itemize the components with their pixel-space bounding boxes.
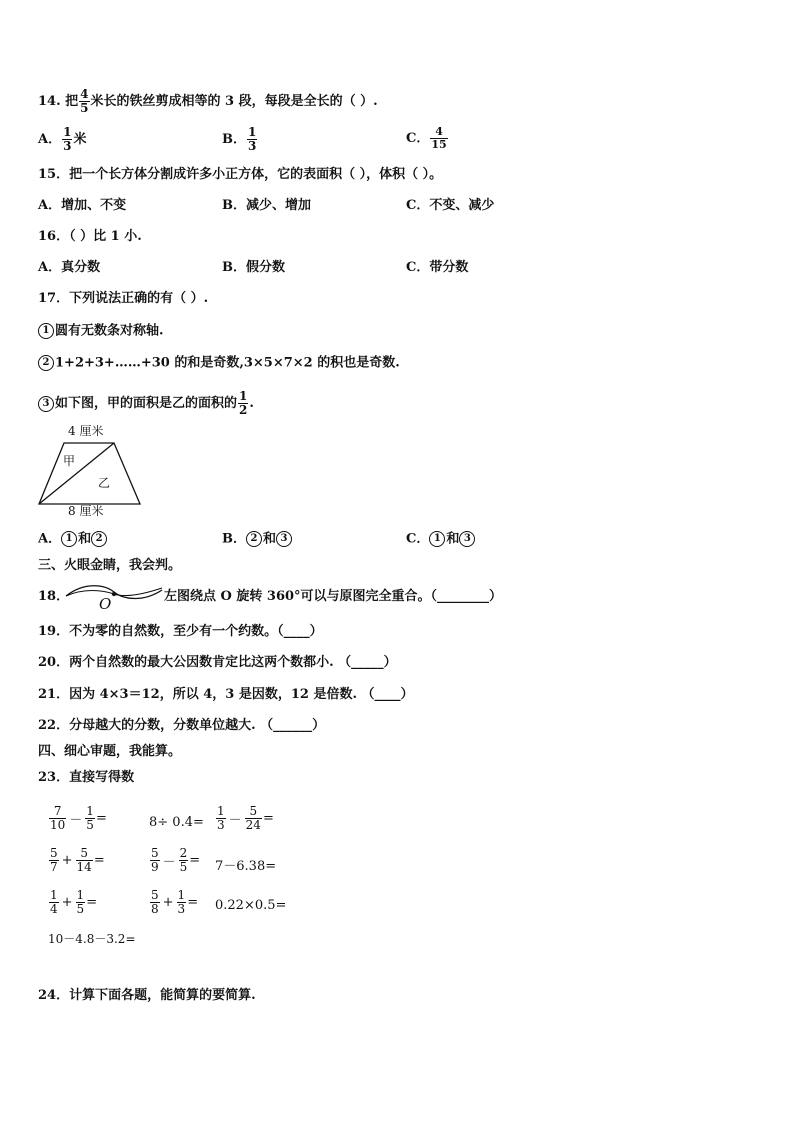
numerator: 5 (151, 846, 159, 860)
q17-statement-3-end: . (249, 396, 254, 411)
q17-option-c (406, 531, 476, 548)
denominator: 3 (217, 818, 225, 832)
q14-option-c-fraction (430, 126, 447, 151)
figure-label-jia: 甲 (63, 454, 76, 468)
q17-statement-1-text: 圆有无数条对称轴. (55, 323, 164, 339)
q14-option-b-fraction (247, 126, 257, 153)
q15-option-b: B．减少、增加 (222, 198, 311, 213)
calc-4-fraction-a (49, 847, 59, 874)
circled-number-icon: 3 (38, 396, 54, 412)
calc-item-4 (48, 847, 105, 874)
calc-item-2: 8÷ 0.4= (149, 815, 204, 830)
q14-number: 14. (38, 94, 61, 109)
trapezoid-outline (39, 443, 140, 504)
denominator: 5 (86, 818, 94, 832)
q18-number: 18． (38, 589, 70, 604)
q14-option-c (406, 126, 449, 151)
equals-sign: = (262, 811, 274, 826)
numerator: 1 (217, 804, 225, 818)
circled-number-icon: 1 (429, 531, 445, 547)
q17-option-b (222, 531, 293, 548)
operator: － (69, 813, 83, 828)
q16-option-c: C．带分数 (406, 260, 469, 275)
equals-sign: = (86, 895, 98, 910)
denominator: 24 (245, 818, 261, 832)
numerator: 5 (50, 846, 58, 860)
q14-c-num: 4 (435, 125, 443, 138)
calc-8-fraction-b (177, 889, 187, 916)
q17-option-a-label: A． (38, 531, 62, 547)
calc-5-fraction-b (179, 847, 189, 874)
q14-fraction (79, 88, 89, 115)
q17-statement-3-fraction (238, 390, 248, 417)
q17-statement-2-text: 1+2+3+……+30 的和是奇数,3×5×7×2 的积也是奇数. (55, 355, 400, 371)
question-21: 21．因为 4×3＝12，所以 4，3 是因数，12 是倍数. （____） (38, 687, 414, 702)
denominator: 10 (50, 818, 66, 832)
denominator: 8 (151, 902, 159, 916)
calc-item-8 (149, 889, 198, 916)
q17-option-c-label: C． (406, 531, 430, 547)
circled-number-icon: 3 (276, 531, 292, 547)
q14-option-a-label: A． (38, 132, 62, 147)
calc-item-7 (48, 889, 97, 916)
calc-item-1 (48, 805, 107, 832)
calc-3-fraction-a (216, 805, 226, 832)
operator: + (61, 853, 73, 868)
q14-post: 米长的铁丝剪成相等的 3 段，每段是全长的（ ）. (90, 94, 378, 109)
calc-1-fraction-b (85, 805, 95, 832)
and-text: 和 (446, 531, 460, 547)
question-15: 15．把一个长方体分割成许多小正方体，它的表面积（ ），体积（ ）。 (38, 167, 443, 182)
q17-statement-3 (38, 390, 254, 417)
numerator: 2 (179, 846, 188, 860)
figure-label-yi: 乙 (98, 476, 111, 490)
q17-option-b-label: B． (222, 531, 246, 547)
q14-pre: 把 (65, 94, 79, 109)
circled-number-icon: 1 (38, 323, 54, 339)
q15-option-a: A．增加、不变 (38, 198, 127, 213)
calc-7-fraction-a (49, 889, 59, 916)
calc-7-fraction-b (76, 889, 86, 916)
q14-option-b-label: B． (222, 132, 246, 147)
calc-item-3 (215, 805, 274, 832)
q16-option-a: A．真分数 (38, 260, 101, 275)
q17-s3-num: 1 (239, 389, 248, 403)
q17-option-a (38, 531, 108, 548)
rotation-point-dot (112, 592, 116, 596)
denominator: 14 (76, 860, 92, 874)
rotation-point-o-label: O (99, 595, 112, 613)
operator: + (162, 895, 174, 910)
section-4-heading: 四、细心审题，我能算。 (38, 744, 182, 759)
question-16: 16．（ ）比 1 小. (38, 229, 142, 244)
equals-sign: = (189, 853, 201, 868)
q14-option-a (38, 126, 86, 153)
question-19: 19．不为零的自然数，至少有一个约数。（____） (38, 624, 323, 639)
q14-a-num: 1 (63, 125, 72, 139)
q14-frac-denominator: 5 (80, 101, 89, 115)
numerator: 1 (50, 888, 58, 902)
calc-4-fraction-b (76, 847, 93, 874)
numerator: 5 (80, 846, 88, 860)
operator: － (162, 855, 176, 870)
question-14 (38, 88, 378, 115)
denominator: 5 (179, 860, 188, 874)
q14-b-num: 1 (248, 125, 257, 139)
rotation-curve-figure (64, 578, 164, 614)
and-text: 和 (263, 531, 277, 547)
numerator: 5 (151, 888, 159, 902)
question-23: 23．直接写得数 (38, 770, 135, 785)
q14-option-b (222, 126, 258, 153)
q18-text: 左图绕点 O 旋转 360°可以与原图完全重合。（________） (164, 589, 503, 604)
circled-number-icon: 3 (459, 531, 475, 547)
equals-sign: = (95, 811, 107, 826)
q14-frac-numerator: 4 (80, 87, 89, 101)
calc-item-6: 7－6.38= (215, 859, 277, 874)
q14-a-den: 3 (63, 139, 72, 153)
numerator: 7 (53, 804, 62, 818)
q14-option-c-label: C． (406, 131, 430, 146)
calc-item-5 (149, 847, 200, 874)
q14-c-den: 15 (431, 138, 447, 151)
operator: － (228, 813, 242, 828)
and-text: 和 (78, 531, 92, 547)
calc-8-fraction-a (150, 889, 160, 916)
equals-sign: = (93, 853, 105, 868)
section-3-heading: 三、火眼金睛，我会判。 (38, 558, 182, 573)
circled-number-icon: 2 (38, 355, 54, 371)
calc-3-fraction-b (245, 805, 262, 832)
q14-b-den: 3 (248, 139, 257, 153)
calc-1-fraction-a (49, 805, 66, 832)
denominator: 7 (50, 860, 58, 874)
numerator: 1 (177, 888, 186, 902)
calc-5-fraction-a (150, 847, 160, 874)
circled-number-icon: 1 (61, 531, 77, 547)
question-17: 17．下列说法正确的有（ ）. (38, 291, 209, 306)
q16-option-b: B．假分数 (222, 260, 285, 275)
q14-option-a-unit: 米 (73, 132, 87, 147)
denominator: 3 (177, 902, 186, 916)
q17-statement-2 (38, 355, 400, 372)
question-22: 22．分母越大的分数，分数单位越大. （______） (38, 718, 326, 733)
denominator: 9 (151, 860, 159, 874)
q17-statement-3-text: 如下图，甲的面积是乙的面积的 (55, 396, 238, 411)
figure-bottom-label: 8 厘米 (68, 504, 104, 518)
numerator: 1 (86, 804, 94, 818)
circled-number-icon: 2 (246, 531, 262, 547)
q14-option-a-fraction (62, 126, 72, 153)
equals-sign: = (187, 895, 199, 910)
numerator: 1 (76, 888, 85, 902)
q17-s3-den: 2 (239, 403, 248, 417)
denominator: 5 (76, 902, 85, 916)
trapezoid-figure (36, 440, 146, 508)
numerator: 5 (249, 804, 258, 818)
calc-item-10: 10－4.8－3.2= (48, 932, 136, 946)
question-24: 24．计算下面各题，能简算的要简算. (38, 988, 256, 1003)
denominator: 4 (50, 902, 58, 916)
q15-option-c: C．不变、减少 (406, 198, 495, 213)
question-20: 20．两个自然数的最大公因数肯定比这两个数都小. （_____） (38, 655, 397, 670)
circled-number-icon: 2 (91, 531, 107, 547)
calc-item-9: 0.22×0.5= (215, 898, 287, 913)
q17-statement-1 (38, 323, 164, 340)
figure-top-label: 4 厘米 (68, 424, 104, 438)
operator: + (61, 895, 73, 910)
trapezoid-diagonal (39, 443, 114, 504)
